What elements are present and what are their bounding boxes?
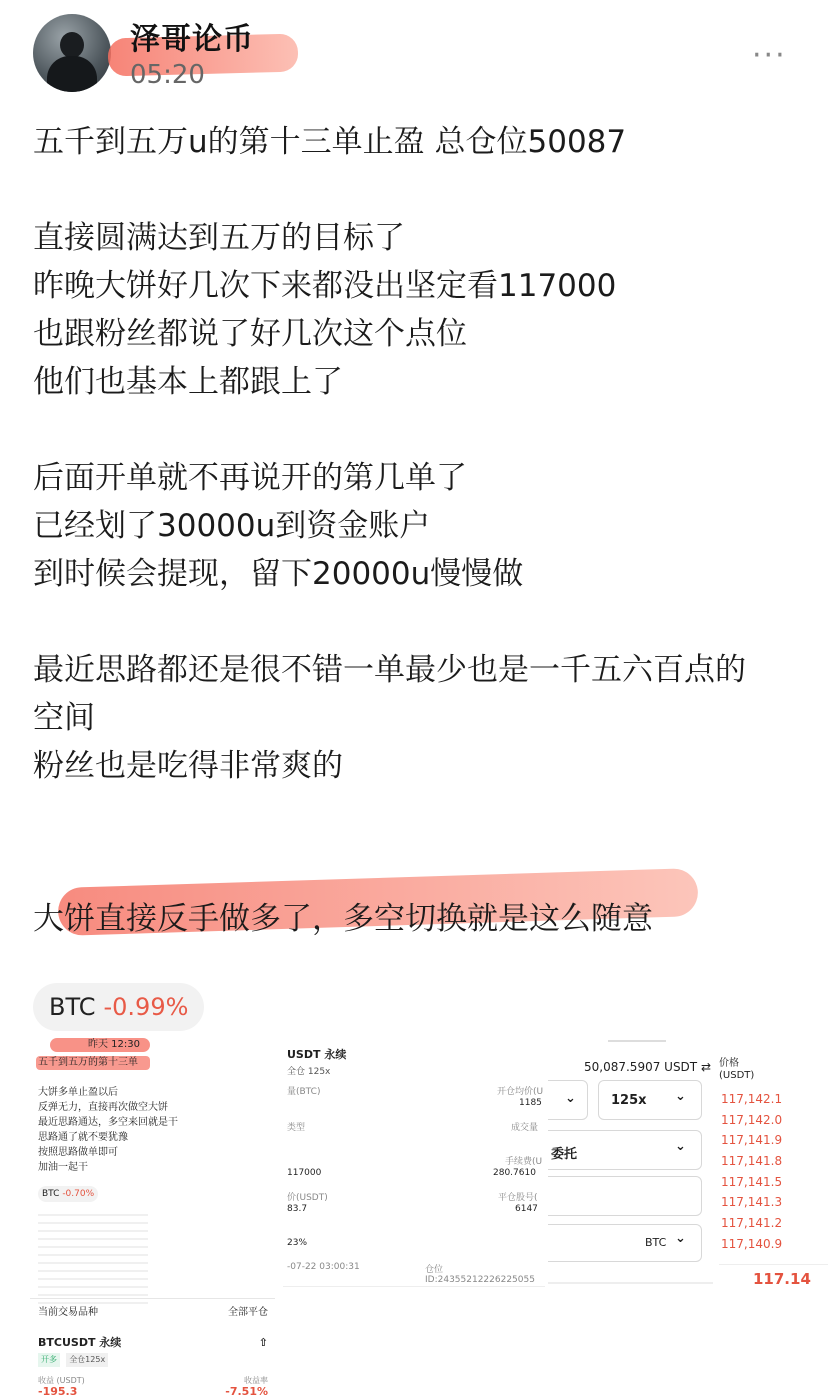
chevron-down-icon: ⌄ [565,1091,576,1106]
order-book-price: 117,141.2 [721,1216,783,1231]
s4-header-unit: (USDT) [719,1070,755,1081]
post-line: 直接圆满达到五万的目标了 [33,220,405,256]
s1-blurred-thumbnail [38,1208,148,1308]
post-line: 空间 [33,700,95,736]
s2-pnl-label: 价(USDT) [287,1193,328,1203]
post-blank-line [33,406,813,454]
avatar-figure-body [47,56,97,92]
s3-order-type-select[interactable] [548,1130,702,1170]
divider [608,1040,666,1042]
s3-price-input[interactable] [548,1176,702,1216]
order-book-price: 117,140.9 [721,1236,783,1251]
s1-current-pair: 当前交易品种 [38,1307,98,1318]
divider [30,1298,275,1299]
s2-avg-open-value: 1185 [519,1098,542,1108]
post-line: 他们也基本上都跟上了 [33,364,343,400]
attached-image-2[interactable] [283,1040,545,1290]
s1-line: 加油一起干 [38,1162,88,1173]
post-line: 五千到五万u的第十三单止盈 总仓位50087 [33,124,627,160]
s1-lines [38,1086,178,1176]
ticker-change: -0.99% [103,993,189,1021]
attached-image-1[interactable] [30,1036,275,1395]
s2-position-id: 仓位ID:24355212226225055 [425,1265,535,1285]
post-line: 最近思路都还是很不错一单最少也是一千五六百点的 [33,652,746,688]
s1-ticker-change: -0.70% [62,1189,95,1199]
s1-title: 五千到五万的第十三单 [38,1057,138,1068]
s2-fill-label: 成交量 [511,1123,539,1133]
slider-track[interactable] [548,1282,713,1284]
avatar-figure-head [60,32,84,58]
attached-image-4[interactable] [715,1052,828,1292]
s1-ticker-symbol: BTC [42,1189,60,1199]
s3-amount-input[interactable] [548,1224,702,1262]
divider [719,1264,828,1265]
s1-tag-long: 开多 [38,1353,60,1367]
time-highlight [50,1038,150,1052]
s3-balance-value: 50,087.5907 USDT [584,1060,698,1074]
post-line: 后面开单就不再说开的第几单了 [33,460,467,496]
s3-balance [584,1060,711,1074]
more-options-icon[interactable]: ··· [752,38,787,73]
post-blank-line [33,166,813,214]
post-line: 到时候会提现，留下20000u慢慢做 [33,556,524,592]
s1-time: 昨天 12:30 [88,1039,140,1050]
s2-pair: USDT 永续 [287,1048,347,1061]
ticker-chip[interactable] [33,983,204,1031]
post-line: 已经划了30000u到资金账户 [33,508,431,544]
s1-line: 按照思路做单即可 [38,1147,118,1158]
s1-position-header [38,1306,268,1320]
order-book-price: 117,141.9 [721,1133,783,1148]
s2-size-label: 量(BTC) [287,1087,321,1097]
s2-fee-value: 280.7610 [493,1168,536,1178]
post-time: 05:20 [130,60,205,90]
chevron-down-icon: ⌄ [675,1089,686,1104]
chevron-down-icon: ⌄ [675,1139,686,1154]
s3-order-type: 委托 [551,1147,578,1162]
s1-line: 反弹无力，直接再次做空大饼 [38,1102,168,1113]
chevron-down-icon: ⌄ [675,1231,686,1246]
avatar[interactable] [33,14,111,92]
s3-unit: BTC [645,1236,667,1249]
s3-leverage: 125x [611,1093,647,1108]
s2-fee-label: 手续费(U [505,1157,543,1167]
order-book-price: 117,142.1 [721,1092,783,1106]
s1-line: 大饼多单止盈以后 [38,1087,118,1098]
s1-pnl-values [38,1385,268,1395]
transfer-icon: ⇄ [700,1060,712,1074]
s3-leverage-select[interactable] [598,1080,702,1120]
s1-roe-label: 收益率 [244,1376,268,1385]
post-line: 也跟粉丝都说了好几次这个点位 [33,316,467,352]
s4-last-price: 117.14 [753,1270,811,1288]
s1-line: 思路通了就不要犹豫 [38,1132,128,1143]
s1-pnl-label: 收益 (USDT) [38,1376,85,1385]
s4-price-list [721,1092,782,1258]
s1-pnl-value: -195.3 [38,1385,78,1395]
divider [283,1286,545,1287]
s1-close-all: 全部平仓 [228,1307,268,1318]
s2-close-price-value: 117000 [287,1168,322,1178]
s2-date: -07-22 03:00:31 [287,1262,360,1272]
s1-line: 最近思路通达，多空来回就是干 [38,1117,178,1128]
order-book-price: 117,141.3 [721,1195,783,1210]
s1-roe-value: -7.51% [225,1385,268,1395]
post-line: 昨晚大饼好几次下来都没出坚定看117000 [33,268,617,304]
s2-avg-open-label: 开仓均价(U [497,1087,544,1097]
post-blank-line [33,598,813,646]
order-book-price: 117,141.8 [721,1154,783,1169]
s2-close-no-label: 平仓股号( [498,1193,538,1203]
s3-margin-select[interactable] [548,1080,588,1120]
s2-close-no-value: 6147 [515,1204,538,1214]
order-book-price: 117,142.0 [721,1112,783,1127]
author-name[interactable]: 泽哥论币 [130,22,254,57]
s2-type-label: 类型 [287,1123,306,1133]
s1-tags [38,1353,108,1367]
s4-header-label: 价格 [719,1058,739,1069]
s1-tag-cross: 全仓125x [66,1353,108,1367]
post-highlight-line: 大饼直接反手做多了，多空切换就是这么随意 [33,901,653,937]
ticker-symbol: BTC [49,993,96,1021]
order-book-price: 117,141.5 [721,1174,783,1189]
post-body [33,118,813,790]
s1-pair-row [38,1336,268,1350]
post-line: 粉丝也是吃得非常爽的 [33,748,343,784]
s1-pair: BTCUSDT 永续 [38,1336,122,1349]
s1-ticker-chip [38,1186,98,1202]
s2-leverage: 全仓 125x [287,1067,331,1077]
s2-pct-value: 23% [287,1238,308,1248]
s2-pnl-value: 83.7 [287,1204,308,1214]
attached-image-3[interactable] [548,1040,713,1290]
s4-header [719,1058,754,1082]
share-icon: ⇧ [258,1336,268,1349]
